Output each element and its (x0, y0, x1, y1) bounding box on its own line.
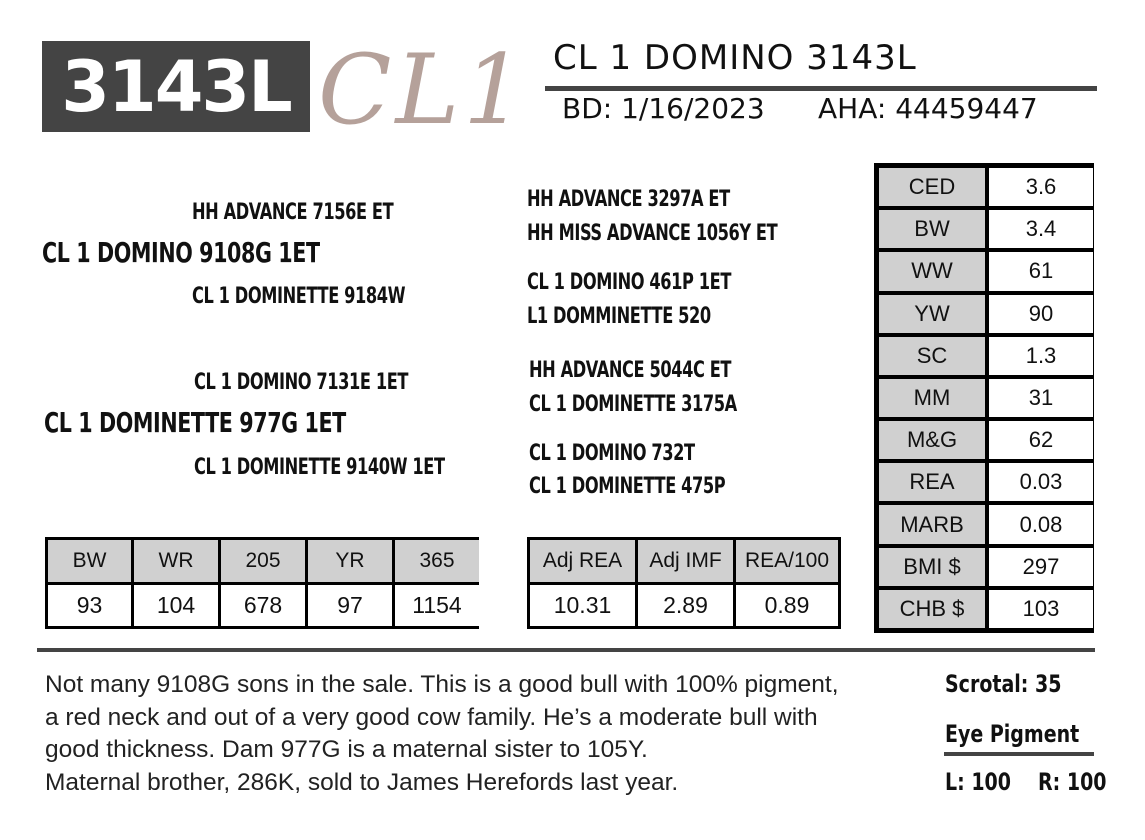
comments (45, 669, 905, 799)
epd-value: 3.6 (989, 168, 1093, 206)
birth-date: BD: 1/16/2023 (562, 92, 765, 125)
epd-label: SC (879, 337, 985, 375)
dam-dam: CL 1 DOMINETTE 9140W 1ET (194, 455, 445, 480)
perf-header: YR (308, 540, 392, 582)
cl1-logo: CL1 (318, 34, 529, 146)
us-value: 0.89 (736, 585, 838, 627)
comment-line: Maternal brother, 286K, sold to James Herefords last year. (45, 768, 679, 796)
section-divider (37, 648, 1095, 652)
epd-label: M&G (879, 421, 985, 459)
perf-header: 365 (395, 540, 479, 582)
eye-pigment-label: Eye Pigment (945, 720, 1080, 748)
animal-name: CL 1 DOMINO 3143L (553, 38, 917, 78)
us-value: 2.89 (638, 585, 733, 627)
great-grandsire-1: HH ADVANCE 3297A ET (527, 187, 730, 212)
perf-value: 1154 (395, 585, 479, 627)
epd-value: 90 (989, 295, 1093, 333)
perf-header: BW (48, 540, 131, 582)
perf-header: 205 (221, 540, 305, 582)
great-grandsire-4: CL 1 DOMINO 732T (529, 441, 695, 466)
epd-value: 61 (989, 252, 1093, 290)
epd-value: 1.3 (989, 337, 1093, 375)
comment-line: Not many 9108G sons in the sale. This is a good bull with 100% pigment, (45, 671, 839, 698)
perf-header: WR (134, 540, 218, 582)
registration-number: AHA: 44459447 (818, 92, 1038, 125)
epd-label: BW (879, 210, 985, 248)
perf-value: 104 (134, 585, 218, 627)
us-header: REA/100 (736, 540, 838, 582)
comment-line: a red neck and out of a very good cow family. He’s a moderate bull with (45, 703, 818, 731)
sire-sire: HH ADVANCE 7156E ET (192, 200, 394, 225)
epd-value: 31 (989, 379, 1093, 417)
ultrasound-table (527, 537, 841, 629)
perf-value: 93 (48, 585, 131, 627)
us-header: Adj REA (530, 540, 635, 582)
epd-label: CED (879, 168, 985, 206)
great-grandsire-3: HH ADVANCE 5044C ET (529, 358, 732, 383)
right-eye-pigment: R: 100 (1038, 768, 1107, 796)
perf-value: 97 (308, 585, 392, 627)
performance-table (45, 537, 479, 629)
dam: CL 1 DOMINETTE 977G 1ET (44, 406, 346, 439)
us-value: 10.31 (530, 585, 635, 627)
epd-label: BMI $ (879, 548, 985, 586)
us-header: Adj IMF (638, 540, 733, 582)
scrotal-measure: Scrotal: 35 (945, 670, 1062, 698)
great-grandsire-2: CL 1 DOMINO 461P 1ET (527, 270, 732, 295)
great-granddam-3: CL 1 DOMINETTE 3175A (529, 392, 737, 417)
epd-value: 103 (989, 590, 1093, 628)
epd-label: MM (879, 379, 985, 417)
epd-table (874, 163, 1094, 633)
sire: CL 1 DOMINO 9108G 1ET (42, 236, 320, 269)
epd-value: 3.4 (989, 210, 1093, 248)
epd-value: 62 (989, 421, 1093, 459)
great-granddam-4: CL 1 DOMINETTE 475P (529, 474, 726, 499)
left-eye-pigment: L: 100 (945, 768, 1011, 796)
epd-label: WW (879, 252, 985, 290)
epd-value: 0.03 (989, 463, 1093, 501)
lot-number: 3143L (42, 41, 310, 132)
title-divider (545, 86, 1097, 91)
epd-value: 297 (989, 548, 1093, 586)
great-granddam-2: L1 DOMMINETTE 520 (527, 304, 711, 329)
comment-line: good thickness. Dam 977G is a maternal sister to 105Y. (45, 736, 648, 763)
eye-pigment-underline (944, 752, 1094, 756)
epd-label: MARB (879, 505, 985, 543)
great-granddam-1: HH MISS ADVANCE 1056Y ET (527, 221, 778, 246)
dam-sire: CL 1 DOMINO 7131E 1ET (194, 370, 409, 395)
epd-label: YW (879, 295, 985, 333)
epd-label: REA (879, 463, 985, 501)
epd-value: 0.08 (989, 505, 1093, 543)
sire-dam: CL 1 DOMINETTE 9184W (192, 284, 406, 309)
epd-label: CHB $ (879, 590, 985, 628)
perf-value: 678 (221, 585, 305, 627)
